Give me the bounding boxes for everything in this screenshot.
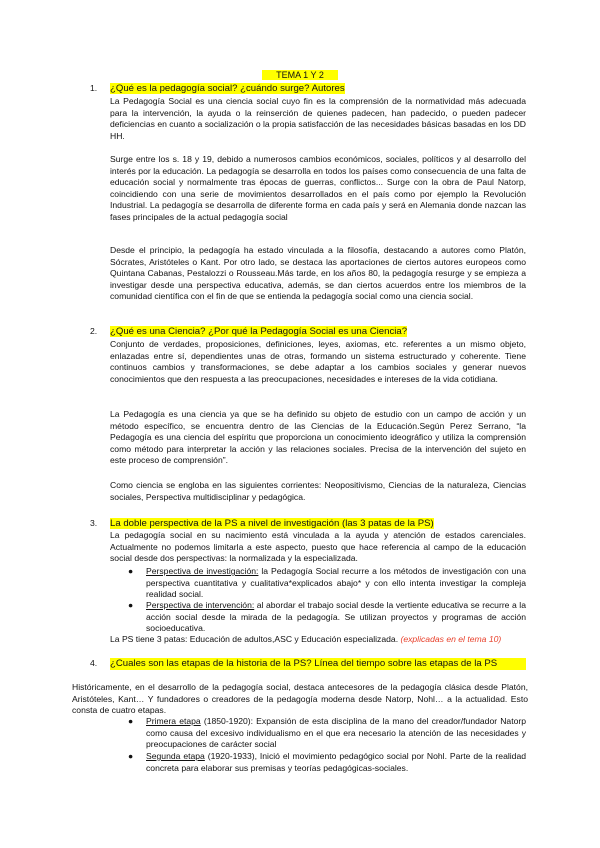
section-4-intro: Históricamente, en el desarrollo de la pedagogía social, destaca antecesores de la pedagogía clásica desde Platón, Aristóteles, Kant… Y fundadores o creadores de la pedagogía moderna desde Natorp, Nohl… a la actualidad. Esto consta de cuatro etapas. bbox=[72, 682, 528, 716]
section-2-paragraph-2: La Pedagogía es una ciencia ya que se ha definido su objeto de estudio con un campo de acción y un método específico, se encuentra dentro de las Ciencias de la Educación.Según Perez Serrano, “la Pedagogía es una ciencia del espíritu que proporciona un conocimiento ideográfico y utiliza la comprensión como método para interpretar la acción y las relaciones sociales. Precisa de la intervención del sujeto en este proceso de comprensión”. bbox=[110, 409, 526, 466]
section-2-paragraph-3: Como ciencia se engloba en las siguientes corrientes: Neopositivismo, Ciencias de la naturaleza, Ciencias sociales, Perspectiva multidisciplinar y pedagógica. bbox=[110, 480, 526, 502]
bullet-icon: ● bbox=[128, 716, 134, 726]
document-page: TEMA 1 Y 2 1. ¿Qué es la pedagogía social? ¿cuándo surge? Autores La Pedagogía Social es una ciencia social cuyo fin es la comprensión de la normatividad más adecuada para la intervención, la ayuda o la reinserción de quienes padecen, han padecido, o pueden padecer deficiencias en cuanto a socialización o la propia satisfacción de las necesidades básicas basadas en los DD HH. Surge entre los s. 18 y 19, debido a numerosos cambios económicos, sociales, políticos y al desarrollo del interés por la educación. La pedagogía se desarrolla en todos los países como consecuencia de una falta de educación social y normalmente tras épocas de guerras, conflictos... Surge con la obra de Paul Natorp, coincidiendo con una serie de movimientos desarrollados en el país como por ejemplo la Revolución Industrial. La pedagogía se desarrolla de diferente forma en cada país y será en Alemania donde nazcan las fases principales de la actual pedagogía social Desde el principio, la pedagogía ha estado vinculada a la filosofía, destacando a autores como Platón, Sócrates, Aristóteles o Kant. Por otro lado, se destaca las aportaciones de ciertos autores europeos como Quintana Cabanas, Pestalozzi o Rousseau.Más tarde, en los años 80, la pedagogía resurge y se empieza a investigar desde una perspectiva educativa, además, se dan ciertos acuerdos entre los miembros de la comunidad científica con el fin de que se entienda la pedagogía social como una ciencia social. 2. ¿Qué es una Ciencia? ¿Por qué la Pedagogía Social es una Ciencia? Conjunto de verdades, proposiciones, definiciones, leyes, axiomas, etc. referentes a un mismo objeto, enlazadas entre sí, dependientes unas de otras, formando un sistema estructurado y coherente. Tiene continuos cambios y transformaciones, se debe adaptar a los cambios sociales y generar nuevos conocimientos que den respuesta a las preocupaciones, necesidades e intereses de la vida cotidiana. La Pedagogía es una ciencia ya que se ha definido su objeto de estudio con un campo de acción y un método específico, se encuentra dentro de las Ciencias de la Educación.Según Perez Serrano, “la Pedagogía es una ciencia del espíritu que proporciona un conocimiento ideográfico y utiliza la comprensión como método para interpretar la acción y las relaciones sociales. Precisa de la intervención del sujeto en este proceso de comprensión”. Como ciencia se engloba en las siguientes corrientes: Neopositivismo, Ciencias de la naturaleza, Ciencias sociales, Perspectiva multidisciplinar y pedagógica. 3. La doble perspectiva de la PS a nivel de investigación (las 3 patas de la PS) La pedagogía social en su nacimiento está vinculada a la ayuda y atención de estados carenciales. Actualmente no podemos limitarla a este aspecto, puesto que hace referencia al campo de la educación social desde dos perspectivas: la normalizada y la especializada. ● Perspectiva de investigación: la Pedagogía Social recurre a los métodos de investigación con una perspectiva cuantitativa y cualitativa*explicados abajo* y con ello intenta investigar la compleja realidad social. ● Perspectiva de intervención: al abordar el trabajo social desde la vertiente educativa se recurre a la acción social desde la mirada de la pedagogía. Se utilizan proyectos y programas de acción socioeducativa. La PS tiene 3 patas: Educación de adultos,ASC y Educación especializada. (explicadas en el tema 10) 4. ¿Cuales son las etapas de la historia de la PS? Línea del tiempo sobre las etapas de la PS Históricamente, en el desarrollo de la pedagogía social, destaca antecesores de la pedagogía clásica desde Platón, Aristóteles, Kant… Y fundadores o creadores de la pedagogía moderna desde Natorp, Nohl… a la actualidad. Esto consta de cuatro etapas. ● Primera etapa (1850-1920): Expansión de esta disciplina de la mano del creador/fundador Natorp como causa del excesivo individualismo en el que era necesario la atención de las necesidades y preocupaciones de carácter social ● Segunda etapa (1920-1933), Inició el movimiento pedagógico social por Nohl. Parte de la realidad concreta para elaborar sus premisas y teorías pedagógicas-sociales. bbox=[0, 0, 600, 848]
section-3-patas: La PS tiene 3 patas: Educación de adultos,ASC y Educación especializada. (explicadas en el tema 10) bbox=[110, 634, 502, 644]
bullet-icon: ● bbox=[128, 600, 134, 610]
section-1-paragraph-1: La Pedagogía Social es una ciencia social cuyo fin es la comprensión de la normatividad más adecuada para la intervención, la ayuda o la reinserción de quienes padecen, han padecido, o pueden padecer deficiencias en cuanto a socialización o la propia satisfacción de las necesidades básicas basadas en los DD HH. bbox=[110, 96, 526, 141]
section-1-paragraph-3: Desde el principio, la pedagogía ha estado vinculada a la filosofía, destacando a autores como Platón, Sócrates, Aristóteles o Kant. Por otro lado, se destaca las aportaciones de ciertos autores europeos como Quintana Cabanas, Pestalozzi o Rousseau.Más tarde, en los años 80, la pedagogía resurge y se empieza a investigar desde una perspectiva educativa, además, se dan ciertos acuerdos entre los miembros de la comunidad científica con el fin de que se entienda la pedagogía social como una ciencia social. bbox=[110, 245, 526, 302]
section-1-paragraph-2: Surge entre los s. 18 y 19, debido a numerosos cambios económicos, sociales, políticos y al desarrollo del interés por la educación. La pedagogía se desarrolla en todos los países como consecuencia de una falta de educación social y normalmente tras épocas de guerras, conflictos... Surge con la obra de Paul Natorp, coincidiendo con una serie de movimientos desarrollados en el país como por ejemplo la Revolución Industrial. La pedagogía se desarrolla de diferente forma en cada país y será en Alemania donde nazcan las fases principales de la actual pedagogía social bbox=[110, 154, 526, 222]
section-3-heading: 3. La doble perspectiva de la PS a nivel de investigación (las 3 patas de la PS) bbox=[90, 518, 434, 529]
section-3-intro: La pedagogía social en su nacimiento está vinculada a la ayuda y atención de estados carenciales. Actualmente no podemos limitarla a este aspecto, puesto que hace referencia al campo de la educación social desde dos perspectivas: la normalizada y la especializada. bbox=[110, 530, 526, 564]
bullet-icon: ● bbox=[128, 566, 134, 576]
document-title: TEMA 1 Y 2 bbox=[0, 70, 600, 82]
section-2-heading: 2. ¿Qué es una Ciencia? ¿Por qué la Pedagogía Social es una Ciencia? bbox=[90, 326, 408, 337]
bullet-icon: ● bbox=[128, 751, 134, 761]
patas-note: (explicadas en el tema 10) bbox=[400, 634, 502, 644]
section-2-paragraph-1: Conjunto de verdades, proposiciones, definiciones, leyes, axiomas, etc. referentes a un mismo objeto, enlazadas entre sí, dependientes unas de otras, formando un sistema estructurado y coherente. Tiene continuos cambios y transformaciones, se debe adaptar a los cambios sociales y generar nuevos conocimientos que den respuesta a las preocupaciones, necesidades e intereses de la vida cotidiana. bbox=[110, 339, 526, 384]
section-4-heading: 4. ¿Cuales son las etapas de la historia de la PS? Línea del tiempo sobre las etapas de la PS bbox=[90, 658, 530, 670]
section-1-heading: 1. ¿Qué es la pedagogía social? ¿cuándo surge? Autores bbox=[90, 83, 345, 94]
